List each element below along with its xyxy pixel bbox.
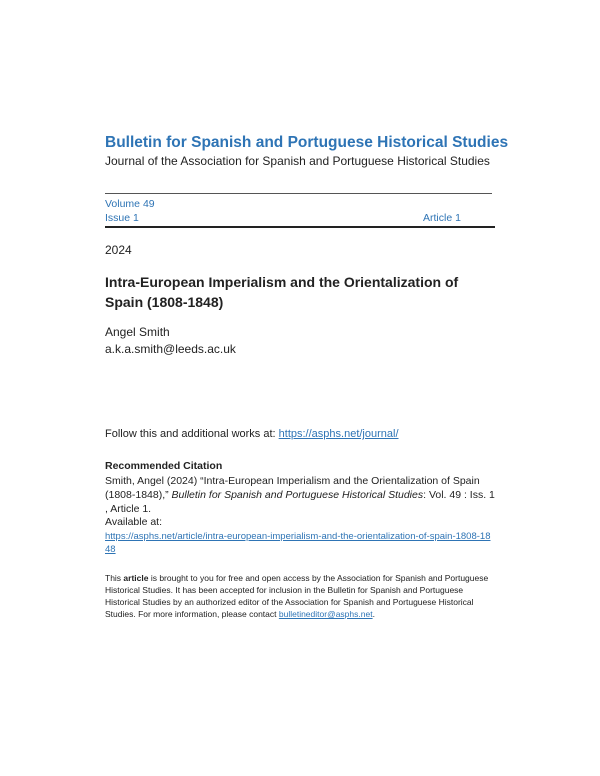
citation-part-1: Smith, Angel (2024) “Intra-European Imperialism and the Orientalization of Spain (1808-1848),” [105, 475, 480, 501]
journal-title: Bulletin for Spanish and Portuguese Historical Studies [105, 134, 509, 151]
divider-bottom [105, 226, 495, 228]
contact-email-link[interactable]: bulletineditor@asphs.net [278, 609, 373, 619]
divider-top [105, 193, 492, 194]
notice-end: . [372, 609, 375, 619]
journal-link[interactable]: https://asphs.net/journal/ [278, 428, 399, 440]
citation-journal: Bulletin for Spanish and Portuguese Historical Studies [171, 489, 424, 501]
volume-label: Volume 49 [105, 198, 155, 210]
follow-prefix: Follow this and additional works at: [105, 428, 279, 440]
article-title: Intra-European Imperialism and the Orientalization of Spain (1808-1848) [105, 274, 459, 310]
publication-year: 2024 [105, 243, 132, 257]
author-name: Angel Smith [105, 325, 170, 339]
journal-subtitle: Journal of the Association for Spanish and Portuguese Historical Studies [105, 154, 490, 168]
notice-this: This [105, 573, 124, 583]
issue-label: Issue 1 [105, 212, 139, 224]
notice-article-word: article [123, 573, 149, 583]
author-email: a.k.a.smith@leeds.ac.uk [105, 342, 236, 356]
citation-part-2: : Vol. 49 : Iss. 1 , Article 1. [105, 489, 495, 515]
article-number: Article 1 [423, 212, 461, 224]
notice-body: is brought to you for free and open access by the Association for Spanish and Portuguese Historical Studies. It has been accepted for inclusion in the Bulletin for Spanish and Portuguese Historical Studies by an authorized editor of the Association for Spanish and Portuguese Historical Studies. For more information, please contact [105, 573, 489, 619]
citation-text [105, 474, 495, 516]
follow-line [105, 428, 399, 440]
recommended-citation-heading: Recommended Citation [105, 460, 223, 472]
citation-url-link[interactable]: https://asphs.net/article/intra-european-imperialism-and-the-orientalization-of-spain-1808-1848 [105, 531, 491, 555]
available-at-label: Available at: [105, 516, 163, 528]
access-notice [105, 572, 500, 620]
